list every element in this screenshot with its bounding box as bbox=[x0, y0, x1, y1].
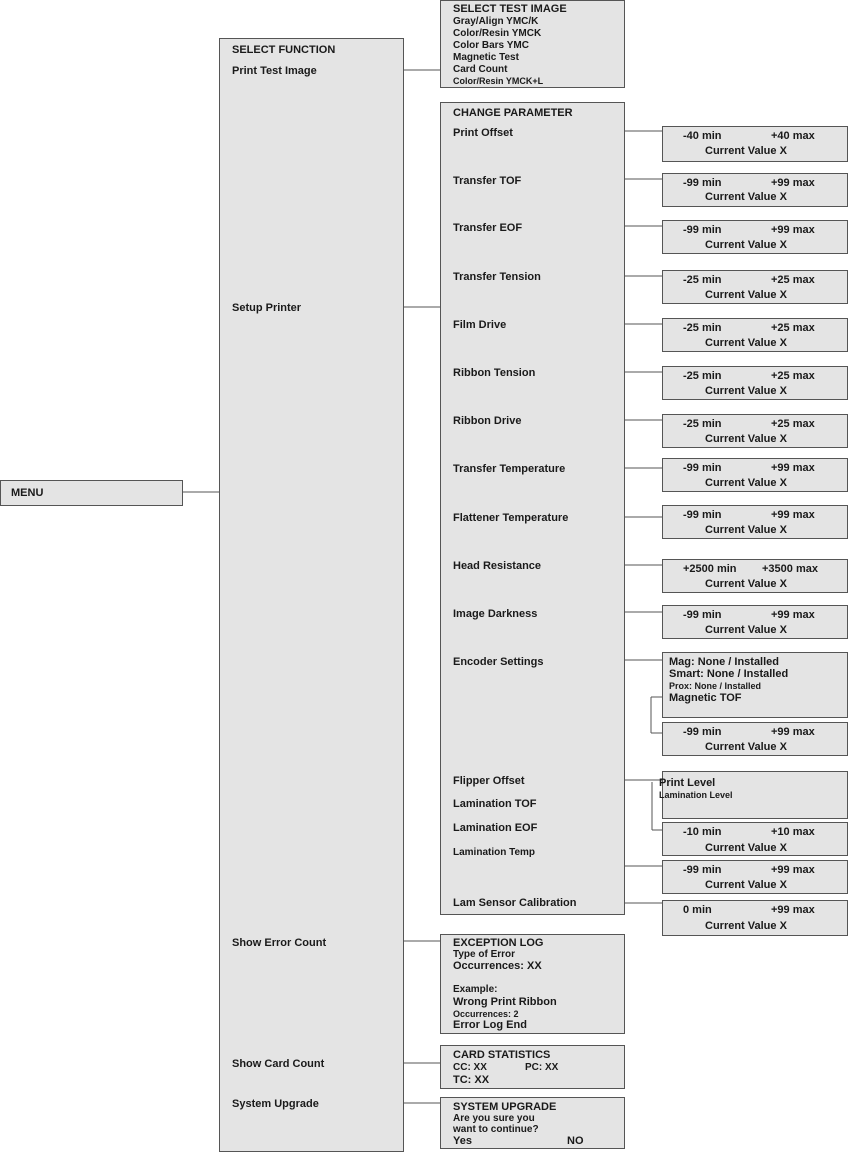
change-parameter-title: CHANGE PARAMETER bbox=[453, 107, 573, 119]
example-occurrences: Occurrences: 2 bbox=[453, 1009, 519, 1019]
current-value: Current Value X bbox=[705, 477, 787, 489]
value-max: +25 max bbox=[771, 418, 815, 430]
param-label[interactable]: Ribbon Tension bbox=[453, 367, 536, 379]
select-function-title: SELECT FUNCTION bbox=[232, 44, 336, 56]
mag-option[interactable]: Mag: None / Installed bbox=[669, 656, 780, 668]
value-max: +3500 max bbox=[762, 563, 818, 575]
value-min: -99 min bbox=[683, 509, 722, 521]
tc-count: TC: XX bbox=[453, 1074, 490, 1086]
system-upgrade-question: want to continue? bbox=[453, 1124, 539, 1135]
yes-option[interactable]: Yes bbox=[453, 1135, 472, 1147]
current-value: Current Value X bbox=[705, 385, 787, 397]
value-min: -40 min bbox=[683, 130, 722, 142]
print-test-image-item[interactable]: Print Test Image bbox=[232, 65, 317, 77]
value-box bbox=[662, 860, 848, 894]
card-statistics-box bbox=[440, 1045, 625, 1089]
example-heading: Example: bbox=[453, 984, 498, 995]
current-value: Current Value X bbox=[705, 842, 787, 854]
value-box bbox=[662, 822, 848, 856]
setup-printer-item[interactable]: Setup Printer bbox=[232, 302, 302, 314]
encoder-settings-label[interactable]: Encoder Settings bbox=[453, 656, 544, 668]
value-min: -99 min bbox=[683, 609, 722, 621]
value-min: -99 min bbox=[683, 177, 722, 189]
test-image-option[interactable]: Color/Resin YMCK+L bbox=[453, 76, 544, 86]
pc-count: PC: XX bbox=[525, 1062, 559, 1073]
value-max: +99 max bbox=[771, 864, 815, 876]
value-box bbox=[662, 366, 848, 400]
error-type: Type of Error bbox=[453, 949, 516, 960]
value-max: +99 max bbox=[771, 224, 815, 236]
value-box bbox=[662, 505, 848, 539]
param-label[interactable]: Image Darkness bbox=[453, 608, 538, 620]
value-max: +25 max bbox=[771, 370, 815, 382]
current-value: Current Value X bbox=[705, 741, 787, 753]
param-label[interactable]: Transfer Tension bbox=[453, 271, 541, 283]
current-value: Current Value X bbox=[705, 920, 787, 932]
test-image-option[interactable]: Magnetic Test bbox=[453, 52, 519, 63]
current-value: Current Value X bbox=[705, 289, 787, 301]
param-label[interactable]: Transfer TOF bbox=[453, 175, 522, 187]
current-value: Current Value X bbox=[705, 337, 787, 349]
value-max: +99 max bbox=[771, 904, 815, 916]
current-value: Current Value X bbox=[705, 145, 787, 157]
prox-option[interactable]: Prox: None / Installed bbox=[669, 681, 762, 691]
value-box bbox=[662, 559, 848, 593]
value-max: +10 max bbox=[771, 826, 815, 838]
lamination-level-option[interactable]: Lamination Level bbox=[659, 790, 733, 800]
lam-sensor-label[interactable]: Lam Sensor Calibration bbox=[453, 897, 577, 909]
encoder-settings-box bbox=[662, 652, 848, 718]
lamination-eof-label[interactable]: Lamination EOF bbox=[453, 822, 538, 834]
show-error-count-item[interactable]: Show Error Count bbox=[232, 937, 327, 949]
value-box bbox=[662, 270, 848, 304]
current-value: Current Value X bbox=[705, 524, 787, 536]
no-option[interactable]: NO bbox=[567, 1135, 584, 1147]
value-box bbox=[662, 173, 848, 207]
current-value: Current Value X bbox=[705, 433, 787, 445]
param-label[interactable]: Head Resistance bbox=[453, 560, 542, 572]
print-level-option[interactable]: Print Level bbox=[659, 777, 716, 789]
value-min: -99 min bbox=[683, 726, 722, 738]
menu-box[interactable] bbox=[0, 480, 183, 506]
param-label[interactable]: Ribbon Drive bbox=[453, 415, 522, 427]
param-label[interactable]: Print Offset bbox=[453, 127, 513, 139]
example-item: Wrong Print Ribbon bbox=[453, 996, 557, 1008]
lamination-temp-label[interactable]: Lamination Temp bbox=[453, 847, 536, 858]
select-test-image-title: SELECT TEST IMAGE bbox=[453, 3, 567, 15]
smart-option[interactable]: Smart: None / Installed bbox=[669, 668, 789, 680]
card-statistics-title: CARD STATISTICS bbox=[453, 1049, 551, 1061]
value-min: -99 min bbox=[683, 864, 722, 876]
value-max: +25 max bbox=[771, 322, 815, 334]
test-image-option[interactable]: Card Count bbox=[453, 64, 508, 75]
test-image-option[interactable]: Color/Resin YMCK bbox=[453, 28, 542, 39]
current-value: Current Value X bbox=[705, 879, 787, 891]
param-label[interactable]: Transfer EOF bbox=[453, 222, 523, 234]
value-box bbox=[662, 126, 848, 162]
select-test-image-box bbox=[440, 0, 625, 88]
value-max: +40 max bbox=[771, 130, 815, 142]
flipper-offset-label[interactable]: Flipper Offset bbox=[453, 775, 525, 787]
value-max: +99 max bbox=[771, 462, 815, 474]
param-label[interactable]: Flattener Temperature bbox=[453, 512, 569, 524]
value-min: -25 min bbox=[683, 274, 722, 286]
system-upgrade-question: Are you sure you bbox=[453, 1113, 535, 1124]
value-min: -25 min bbox=[683, 370, 722, 382]
error-occurrences: Occurrences: XX bbox=[453, 960, 542, 972]
menu-label: MENU bbox=[11, 487, 44, 499]
value-box bbox=[662, 318, 848, 352]
value-box bbox=[662, 414, 848, 448]
flipper-offset-box bbox=[659, 771, 848, 819]
value-min: +2500 min bbox=[683, 563, 737, 575]
value-box bbox=[662, 458, 848, 492]
test-image-option[interactable]: Color Bars YMC bbox=[453, 40, 529, 51]
param-label[interactable]: Transfer Temperature bbox=[453, 463, 566, 475]
value-box bbox=[662, 220, 848, 254]
current-value: Current Value X bbox=[705, 191, 787, 203]
value-max: +99 max bbox=[771, 177, 815, 189]
value-min: -99 min bbox=[683, 224, 722, 236]
value-max: +25 max bbox=[771, 274, 815, 286]
value-min: -25 min bbox=[683, 418, 722, 430]
value-min: -10 min bbox=[683, 826, 722, 838]
system-upgrade-box bbox=[440, 1097, 625, 1149]
system-upgrade-item[interactable]: System Upgrade bbox=[232, 1098, 319, 1110]
value-box bbox=[662, 722, 848, 756]
exception-log-title: EXCEPTION LOG bbox=[453, 937, 544, 949]
magnetic-tof-label[interactable]: Magnetic TOF bbox=[669, 692, 742, 704]
cc-count: CC: XX bbox=[453, 1062, 487, 1073]
current-value: Current Value X bbox=[705, 624, 787, 636]
test-image-option[interactable]: Gray/Align YMC/K bbox=[453, 16, 539, 27]
system-upgrade-title: SYSTEM UPGRADE bbox=[453, 1101, 557, 1113]
value-min: 0 min bbox=[683, 904, 712, 916]
error-log-end: Error Log End bbox=[453, 1019, 527, 1031]
param-label[interactable]: Film Drive bbox=[453, 319, 507, 331]
value-box bbox=[662, 605, 848, 639]
current-value: Current Value X bbox=[705, 578, 787, 590]
value-max: +99 max bbox=[771, 609, 815, 621]
lamination-tof-label[interactable]: Lamination TOF bbox=[453, 798, 537, 810]
show-card-count-item[interactable]: Show Card Count bbox=[232, 1058, 325, 1070]
value-min: -99 min bbox=[683, 462, 722, 474]
change-parameter-panel bbox=[440, 102, 625, 915]
value-max: +99 max bbox=[771, 726, 815, 738]
value-box bbox=[662, 900, 848, 936]
exception-log-box bbox=[440, 934, 625, 1034]
value-min: -25 min bbox=[683, 322, 722, 334]
current-value: Current Value X bbox=[705, 239, 787, 251]
select-function-panel bbox=[219, 38, 404, 1152]
value-max: +99 max bbox=[771, 509, 815, 521]
